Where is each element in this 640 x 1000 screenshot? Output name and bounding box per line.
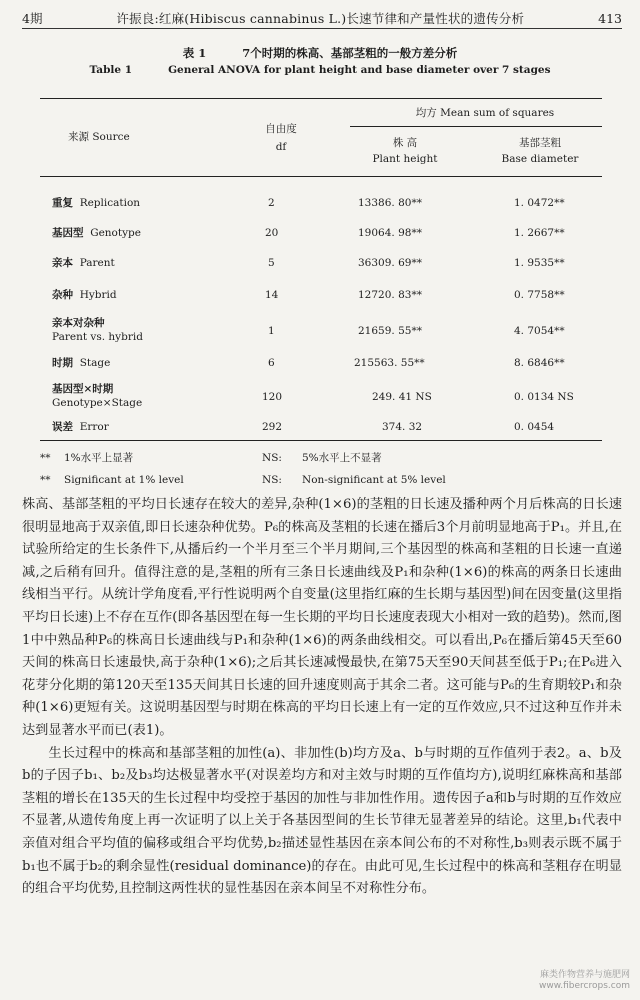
row-plant-height: 249. 41 NS bbox=[372, 391, 432, 403]
row-plant-height: 12720. 83** bbox=[358, 289, 422, 301]
page-number: 413 bbox=[598, 10, 622, 26]
row-plant-height: 19064. 98** bbox=[358, 227, 422, 239]
row-df: 1 bbox=[268, 325, 275, 337]
row-source: 基因型×时期 Genotype×Stage bbox=[52, 383, 143, 409]
row-df: 120 bbox=[262, 391, 283, 403]
row-df: 5 bbox=[268, 257, 275, 269]
row-plant-height: 215563. 55** bbox=[354, 357, 425, 369]
table-title-en: General ANOVA for plant height and base diameter over 7 stages bbox=[168, 64, 551, 76]
row-plant-height: 36309. 69** bbox=[358, 257, 422, 269]
row-plant-height: 374. 32 bbox=[382, 421, 423, 433]
row-plant-height: 13386. 80** bbox=[358, 197, 422, 209]
row-source: 杂种 Hybrid bbox=[52, 289, 117, 301]
row-df: 20 bbox=[265, 227, 279, 239]
header-bottom-rule bbox=[40, 176, 602, 177]
row-source: 时期 Stage bbox=[52, 357, 111, 369]
row-plant-height: 21659. 55** bbox=[358, 325, 422, 337]
table-note-zh: ** 1%水平上显著 NS: 5%水平上不显著 bbox=[40, 452, 382, 464]
row-df: 292 bbox=[262, 421, 283, 433]
col-df-header-zh: 自由度 bbox=[265, 123, 297, 135]
col-df-header-en: df bbox=[275, 141, 287, 153]
row-base-diameter: 0. 0134 NS bbox=[514, 391, 574, 403]
paragraph: 生长过程中的株高和基部茎粗的加性(a)、非加性(b)均方及a、b与时期的互作值列于表2。a、b及b的子因子b₁、b₂及b₃均达极显著水平(对误差均方和对主效与时期的互作值均方),说明红麻株高和基部茎粗的增长在135天的生长过程中均受控于基因的加性与非加性作用。遗传因子a和b与时期的互作效应不显著,从遗传角度上再一次证明了以上关于各基因型间的生长节律无显著差异的结论。这里,b₁代表中亲值对组合平均值的偏移或组合平均优势,b₂描述显性基因在亲本间公布的不对称性,b₃则表示既不属于b₁也不属于b₂的剩余显性(residual dominance)的存在。由此可见,生长过程中的株高和茎粗存在明显的组合平均优势,且控制这两性状的显性基因在亲本间呈不对称性分布。 bbox=[22, 745, 622, 897]
row-base-diameter: 0. 0454 bbox=[514, 421, 555, 433]
table-note-en: ** Significant at 1% level NS: Non-significant at 5% level bbox=[40, 474, 446, 486]
table-title-zh: 7个时期的株高、基部茎粗的一般方差分析 bbox=[242, 46, 458, 60]
col-ph-header-zh: 株 高 bbox=[392, 137, 418, 149]
table-notes bbox=[40, 447, 446, 491]
row-df: 6 bbox=[268, 357, 275, 369]
col-bd-header-zh: 基部茎粗 bbox=[519, 137, 561, 149]
row-base-diameter: 4. 7054** bbox=[514, 325, 565, 337]
table-label-en: Table 1 bbox=[89, 64, 133, 76]
row-source: 重复 Replication bbox=[52, 197, 141, 209]
watermark: 麻类作物营养与施肥网 www.fibercrops.com bbox=[539, 970, 630, 991]
issue-number: 4期 bbox=[22, 11, 43, 26]
table-top-rule bbox=[40, 98, 602, 99]
row-base-diameter: 0. 7758** bbox=[514, 289, 565, 301]
row-source: 基因型 Genotype bbox=[52, 227, 141, 239]
row-source: 误差 Error bbox=[52, 421, 109, 433]
paragraph: 株高、基部茎粗的平均日长速存在较大的差异,杂种(1×6)的茎粗的日长速及播种两个月后株高的日长速很明显地高于双亲值,即日长速杂种优势。P₆的株高及茎粗的长速在播后3个月前明显地高于P₁。并且,在试验所给定的生长条件下,从播后约一个半月至三个半月期间,三个基因型的株高和茎粗的日长速一直递减,之后稍有回升。值得注意的是,茎粗的所有三条日长速曲线及P₁和杂种(1×6)的株高的两条日长速曲线相当平行。从统计学角度看,平行性说明两个自变量(这里指红麻的生长期与基因型)间在因变量(这里指平均日长速)上不存在互作(即各基因型在每一生长期的平均日长速度表现大小相对一致的趋势)。然而,图1中中熟品种P₆的株高日长速曲线与P₁和杂种(1×6)的两条曲线相交。可以看出,P₆在播后第45天至60天间的株高日长速最快,高于杂种(1×6);之后其长速减慢最快,在第75天至90天间甚至低于P₁;在P₆进入花芽分化期的第120天至135天间其日长速的回升速度则高于其余二者。这可能与P₆的生育期较P₁和杂种(1×6)更短有关。这说明基因型与时期在株高的平均日长速上有一定的互作效应,只不过这种互作并未达到显著水平而已(表1)。 bbox=[22, 497, 622, 738]
row-base-diameter: 1. 9535** bbox=[514, 257, 565, 269]
row-base-diameter: 1. 0472** bbox=[514, 197, 565, 209]
col-ms-header: 均方 Mean sum of squares bbox=[415, 107, 555, 119]
ms-sub-rule bbox=[350, 126, 602, 127]
body-text bbox=[22, 494, 622, 901]
table-bottom-rule bbox=[40, 440, 602, 441]
row-source: 亲本 Parent bbox=[52, 257, 115, 269]
row-base-diameter: 8. 6846** bbox=[514, 357, 565, 369]
col-bd-header-en: Base diameter bbox=[501, 153, 579, 165]
row-base-diameter: 1. 2667** bbox=[514, 227, 565, 239]
row-df: 2 bbox=[268, 197, 275, 209]
row-df: 14 bbox=[265, 289, 279, 301]
table-caption-en bbox=[0, 64, 640, 76]
table-caption-zh bbox=[0, 45, 640, 61]
running-title: 许振良:红麻(Hibiscus cannabinus L.)长速节律和产量性状的遗传分析 bbox=[116, 11, 525, 26]
row-source: 亲本对杂种 Parent vs. hybrid bbox=[52, 317, 143, 343]
col-source-header: 来源 Source bbox=[68, 131, 130, 143]
table-label-zh: 表 1 bbox=[182, 46, 207, 60]
col-ph-header-en: Plant height bbox=[372, 153, 438, 165]
running-header bbox=[22, 8, 622, 29]
